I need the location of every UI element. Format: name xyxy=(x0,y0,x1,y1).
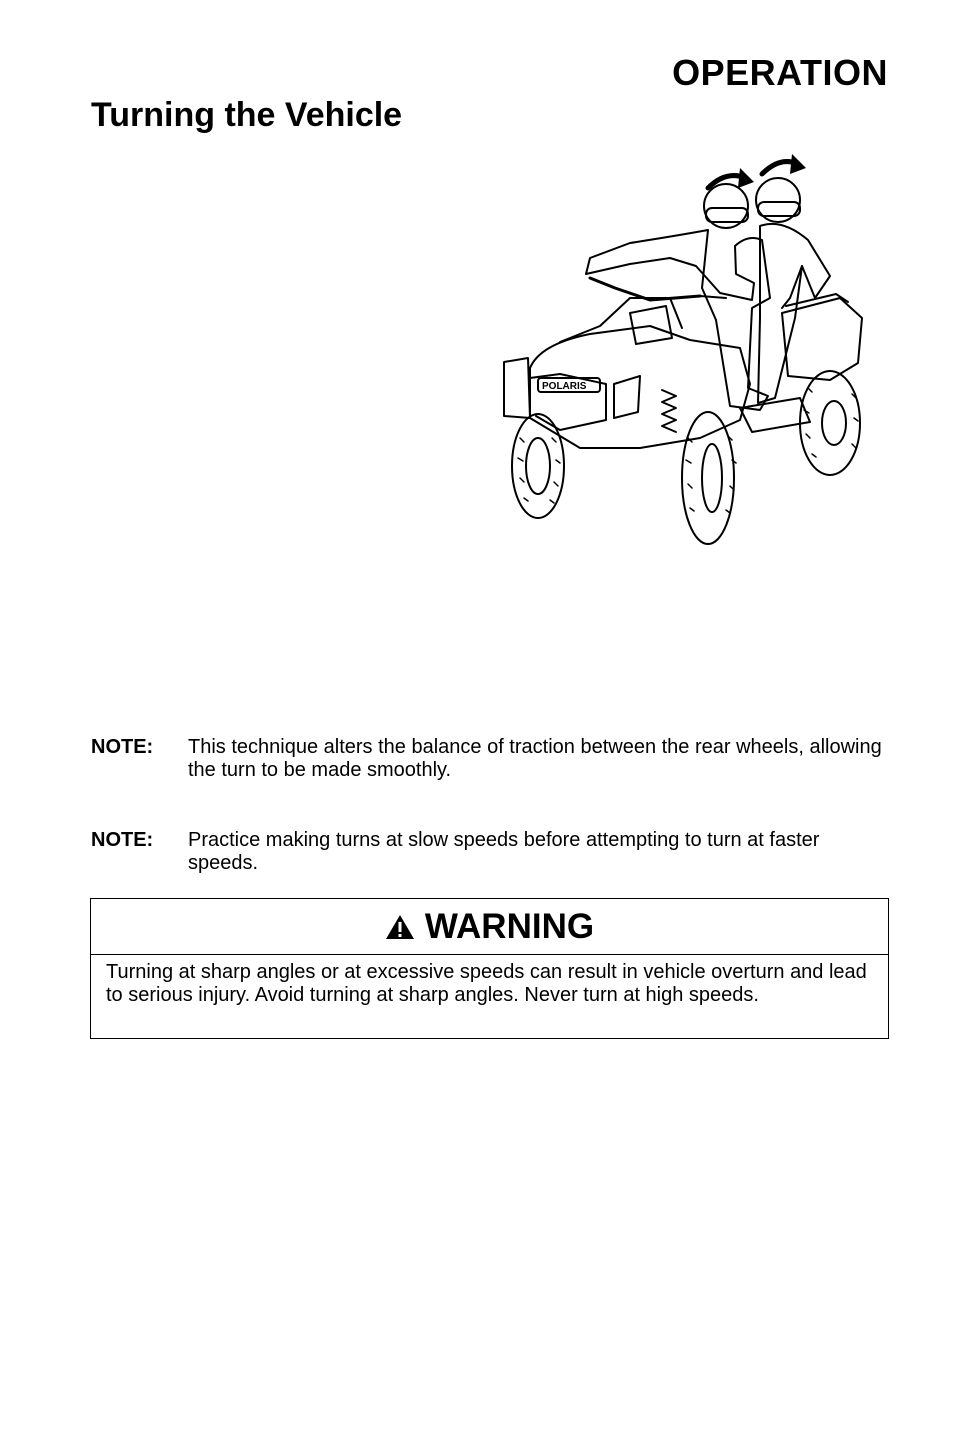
warning-triangle-icon xyxy=(385,914,415,940)
note-label: NOTE: xyxy=(91,829,154,851)
atv-riders-illustration xyxy=(490,148,875,553)
note-practice xyxy=(91,829,891,875)
note-traction xyxy=(91,736,891,782)
warning-body: Turning at sharp angles or at excessive speeds can result in vehicle overturn and lead to serious injury. Avoid turning at sharp angles. Never turn at high speeds. xyxy=(106,961,867,1006)
note-label: NOTE: xyxy=(91,736,154,758)
section-header: OPERATION xyxy=(672,52,888,93)
page-title: Turning the Vehicle xyxy=(91,96,403,134)
warning-box xyxy=(90,898,889,1039)
note-text: Practice making turns at slow speeds before attempting to turn at faster speeds. xyxy=(188,829,820,874)
note-text: This technique alters the balance of traction between the rear wheels, allowing the turn to be made smoothly. xyxy=(188,736,882,781)
warning-header xyxy=(91,899,888,955)
brand-text: POLARIS xyxy=(542,381,587,392)
warning-title: WARNING xyxy=(424,906,595,946)
